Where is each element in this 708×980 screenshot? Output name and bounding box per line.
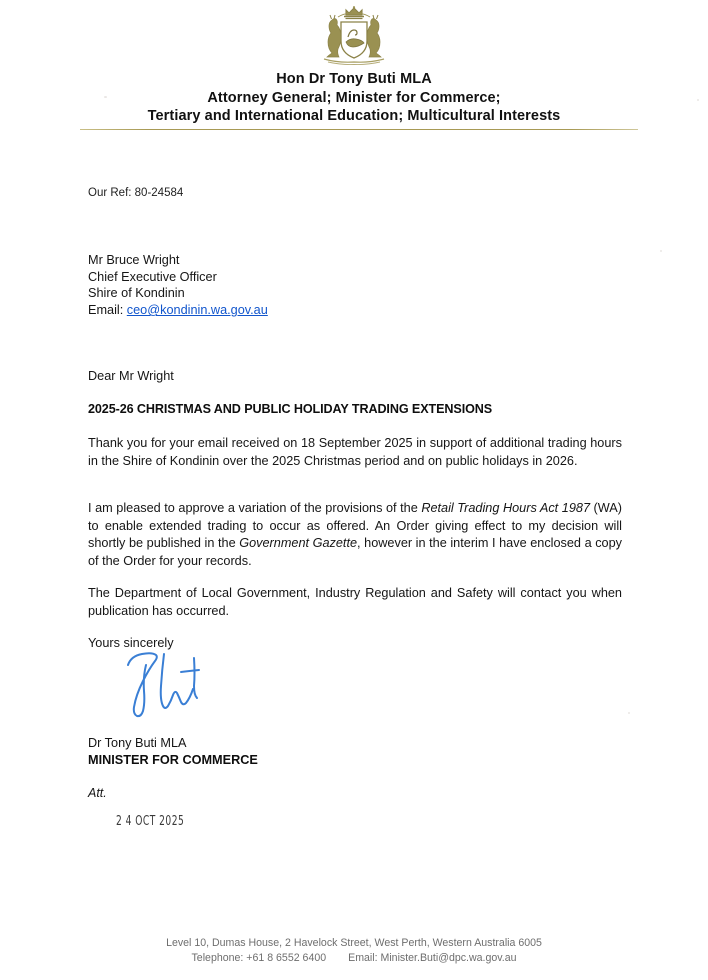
- email-label: Email:: [88, 303, 124, 318]
- paragraph-2-text-3: , however in the interim I have enclosed a copy of the Order for your records.: [88, 536, 623, 568]
- act-citation: Retail Trading Hours Act 1987: [421, 501, 590, 515]
- scan-speck: [628, 712, 630, 714]
- gazette-citation: Government Gazette: [239, 536, 358, 551]
- addressee-position: Chief Executive Officer: [88, 269, 217, 284]
- addressee-block: [88, 252, 268, 319]
- addressee-email-line: [88, 302, 268, 319]
- salutation: Dear Mr Wright: [88, 369, 174, 383]
- handwritten-signature: [118, 648, 248, 738]
- minister-name: Hon Dr Tony Buti MLA: [276, 71, 432, 87]
- closing-salutation: Yours sincerely: [88, 636, 174, 650]
- addressee-email-link[interactable]: ceo@kondinin.wa.gov.au: [126, 303, 268, 318]
- scan-speck: [660, 250, 662, 252]
- addressee-name: Mr Bruce Wright: [88, 253, 180, 267]
- portfolio-line-2: Tertiary and International Education; Multicultural Interests: [147, 108, 561, 124]
- footer-contact-line: [0, 951, 708, 966]
- body-paragraph-1: Thank you for your email received on 18 September 2025 in support of additional trading hours in the Shire of Kondinin over the 2025 Christmas period and on public holidays in 2026.: [88, 436, 622, 468]
- crest-container: [0, 4, 708, 75]
- signer-title: MINISTER FOR COMMERCE: [88, 753, 258, 767]
- footer-telephone: Telephone: +61 8 6552 6400: [191, 951, 327, 964]
- our-reference: Our Ref: 80-24584: [88, 187, 184, 199]
- footer-email: Email: Minister.Buti@dpc.wa.gov.au: [348, 951, 517, 964]
- addressee-organisation: Shire of Kondinin: [88, 286, 185, 301]
- signer-name: Dr Tony Buti MLA: [88, 736, 187, 750]
- portfolio-line-1: Attorney General; Minister for Commerce;: [207, 89, 501, 106]
- scan-speck: [104, 96, 107, 98]
- paragraph-2-text-2: (WA) to enable extended trading to occur as offered. An Order giving effect to my decision will shortly be published in the: [88, 501, 622, 551]
- page-footer: [0, 936, 708, 965]
- date-stamp: 2 4 OCT 2025: [116, 814, 185, 829]
- wa-coat-of-arms-icon: [308, 4, 400, 70]
- scan-speck: [697, 99, 699, 101]
- attachment-note: Att.: [88, 786, 107, 800]
- body-paragraph-2: [88, 500, 622, 570]
- body-paragraph-3: The Department of Local Government, Industry Regulation and Safety will contact you when publication has occurred.: [88, 586, 622, 618]
- letterhead-divider: [80, 129, 638, 130]
- subject-heading: 2025-26 CHRISTMAS AND PUBLIC HOLIDAY TRADING EXTENSIONS: [88, 402, 493, 416]
- paragraph-2-text-1: I am pleased to approve a variation of the provisions of the: [88, 501, 422, 515]
- footer-address: Level 10, Dumas House, 2 Havelock Street, West Perth, Western Australia 6005: [166, 937, 542, 949]
